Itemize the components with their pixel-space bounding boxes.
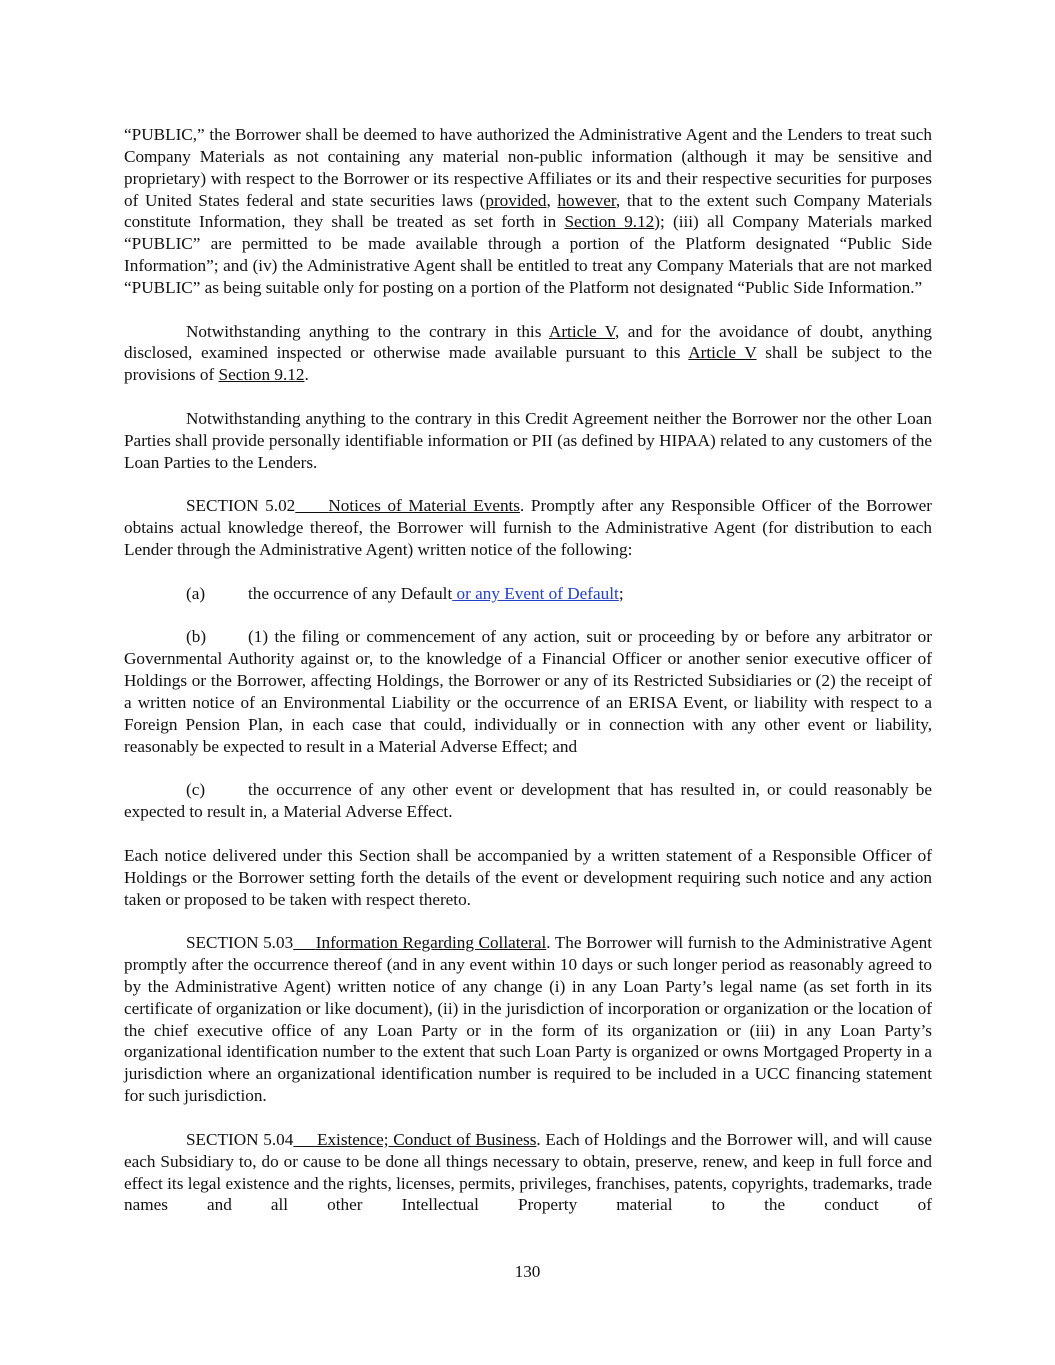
paragraph-each-notice: Each notice delivered under this Section shall be accompanied by a written statement of a Responsible Officer of Holdings or the Borrower setting forth the details of the event or development requiring such notice and any action taken or proposed to be taken with respect thereto. [124,845,932,909]
article-reference: Article V [688,343,757,363]
section-5-03 [124,932,932,1107]
item-label: (a) [186,583,206,603]
section-body: . The Borrower will furnish to the Administrative Agent promptly after the occurrence thereof (and in any event within 10 days or such longer period as reasonably agreed to by the Administrative Agent) written notice of any change (i) in any Loan Party’s legal name (as set forth in its certificate of organization or like document), (ii) in the jurisdiction of incorporation or organization or the location of the chief executive office of any Loan Party or in the form of its organization or (iii) in any Loan Party’s organizational identification number to the extent that such Loan Party is organized or owns Mortgaged Property in a jurisdiction where an organizational identification number is required to be included in a UCC financing statement for such jurisdiction. [124,933,932,1106]
text-run: Notwithstanding anything to the contrary in this [186,321,549,341]
section-title: Information Regarding Collateral [315,933,547,953]
section-number: SECTION 5.03 [186,933,294,953]
list-item-b [124,626,932,757]
term-provided: provided [485,190,547,210]
paragraph-pii: Notwithstanding anything to the contrary in this Credit Agreement neither the Borrower nor the other Loan Parties shall provide personally identifiable information or PII (as defined by HIPAA) related to any customers of the Loan Parties to the Lenders. [124,408,932,472]
section-reference: Section 9.12 [218,365,305,385]
document-body [124,124,932,1238]
page-number: 130 [514,1262,541,1281]
section-gap [293,1130,317,1149]
list-item-c [124,779,932,823]
item-text: the occurrence of any other event or development that has resulted in, or could reasonably be expected to result in, a Material Adverse Effect. [124,780,932,822]
item-text: (1) the filing or commencement of any action, suit or proceeding by or before any arbitrator or Governmental Authority against or, to the knowledge of a Financial Officer or another senior executive officer of Holdings or the Borrower, affecting Holdings, the Borrower or any of its Restricted Subsidiaries or (2) the receipt of a written notice of an Environmental Liability or the occurrence of an ERISA Event, or liability with respect to a Foreign Pension Plan, in each case that could, individually or in connection with any other event or liability, reasonably be expected to result in a Material Adverse Effect; and [124,627,932,756]
section-body: . Promptly after any Responsible Officer of the Borrower obtains actual knowledge thereof, the Borrower will furnish to the Administrative Agent (for distribution to each Lender through the Administrative Agent) written notice of the following: [124,496,932,560]
text-run: , [546,190,558,210]
section-number: SECTION 5.04 [186,1129,294,1149]
section-5-02 [124,495,932,561]
list-item-a [124,583,932,605]
term-however: however [557,190,616,210]
section-gap [293,933,316,952]
item-label: (b) [186,627,207,647]
item-text: the occurrence of any Default [248,583,453,603]
section-reference: Section 9.12 [564,212,655,232]
text-run: shall be subject to the provisions of [124,343,932,385]
section-gap [295,496,328,515]
section-title: Notices of Material Events [328,496,520,516]
item-label: (c) [186,780,206,800]
text-run: , that to the extent such Company Materials constitute Information, they shall be treated as set forth in [124,190,933,232]
section-body: . Each of Holdings and the Borrower will, and will cause each Subsidiary to, do or cause to be done all things necessary to obtain, preserve, renew, and keep in full force and effect its legal existence and the rights, licenses, permits, privileges, franchises, patents, copyrights, trademarks, trade names and all other Intellectual Property material to the conduct of [124,1129,932,1215]
text-run: “PUBLIC,” the Borrower shall be deemed to have authorized the Administrative Agent and the Lenders to treat such Company Materials as not containing any material non-public information (although it may be sensitive and proprietary) with respect to the Borrower or its respective Affiliates or its and their respective securities for purposes of United States federal and state securities laws ( [124,125,932,210]
section-number: SECTION 5.02 [186,496,296,516]
item-text: ; [618,583,624,603]
section-5-04 [124,1129,932,1216]
section-title: Existence; Conduct of Business [316,1129,537,1149]
paragraph-article-v [124,321,932,387]
text-run: ); (iii) all Company Materials marked “PUBLIC” are permitted to be made available through a portion of the Platform designated “Public Side Information”; and (iv) the Administrative Agent shall be entitled to treat any Company Materials that are not marked “PUBLIC” as being suitable only for posting on a portion of the Platform not designated “Public Side Information.” [124,212,933,297]
article-reference: Article V [548,321,615,341]
text-run: . [304,365,309,385]
text-run: , and for the avoidance of doubt, anything disclosed, examined inspected or otherwise made available pursuant to this [124,321,933,363]
paragraph-public-materials [124,124,932,299]
inserted-text-link[interactable]: or any Event of Default [452,583,619,603]
